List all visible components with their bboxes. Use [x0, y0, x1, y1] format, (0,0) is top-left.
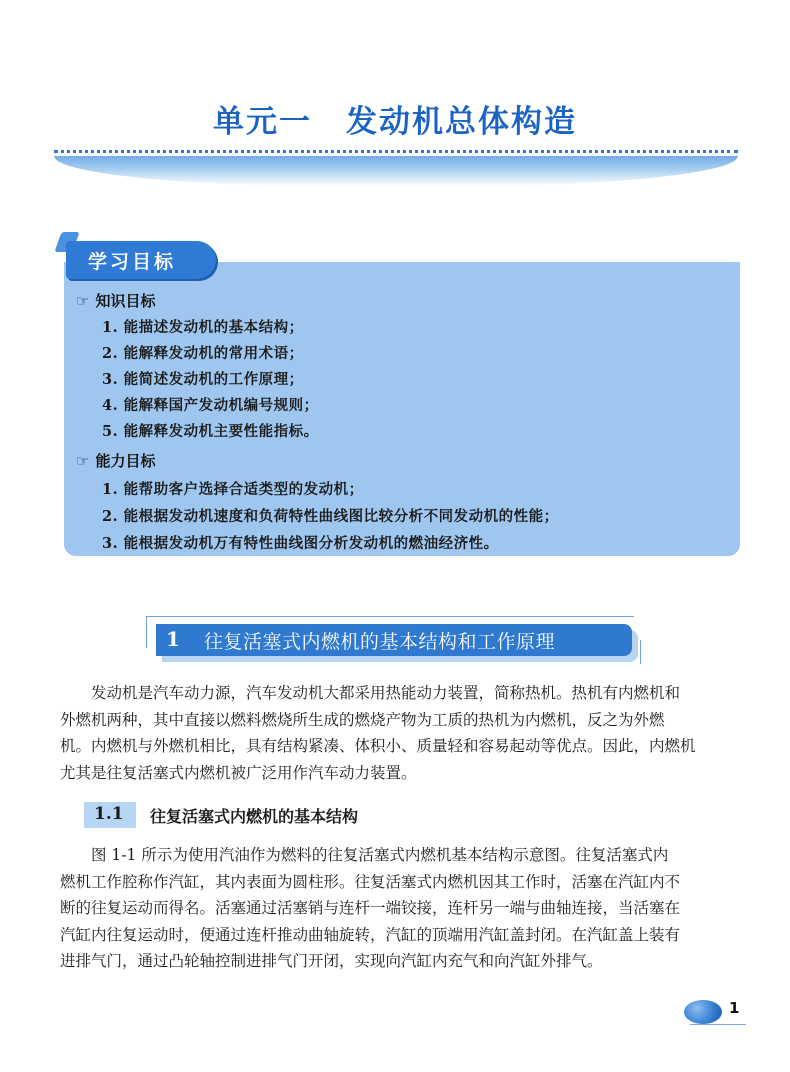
paragraph-line: 燃机工作腔称作汽缸，其内表面为圆柱形。往复活塞式内燃机因其工作时，活塞在汽缸内不 [60, 872, 681, 891]
knowledge-heading-text: 知识目标 [95, 292, 156, 310]
section-frame-line [640, 640, 641, 664]
pointing-hand-icon: ☞ [76, 452, 90, 470]
unit-title-text: 发动机总体构造 [346, 104, 577, 140]
ability-item: 3. 能根据发动机万有特性曲线图分析发动机的燃油经济性。 [102, 535, 499, 552]
dotted-divider [54, 150, 738, 153]
ability-item: 1. 能帮助客户选择合适类型的发动机； [102, 481, 364, 498]
paragraph-line: 机。内燃机与外燃机相比，具有结构紧凑、体积小、质量轻和容易起动等优点。因此，内燃机 [60, 737, 696, 755]
subsection-title: 往复活塞式内燃机的基本结构 [150, 807, 359, 826]
knowledge-item: 3. 能简述发动机的工作原理； [102, 371, 304, 388]
ability-heading-text: 能力目标 [95, 452, 156, 470]
unit-label: 单元一 [213, 104, 312, 140]
ability-item: 2. 能根据发动机速度和负荷特性曲线图比较分析不同发动机的性能； [102, 508, 559, 525]
section-number: 1 [166, 627, 180, 651]
paragraph-line: 外燃机两种，其中直接以燃料燃烧所生成的燃烧产物为工质的热机为内燃机，反之为外燃 [60, 710, 665, 729]
paragraph-line: 尤其是往复活塞式内燃机被广泛用作汽车动力装置。 [60, 763, 417, 782]
unit-title [0, 96, 790, 141]
knowledge-item: 5. 能解释发动机主要性能指标。 [102, 423, 319, 440]
page-number: 1 [729, 999, 740, 1017]
paragraph-line: 断的往复运动而得名。活塞通过活塞销与连杆一端铰接，连杆另一端与曲轴连接，当活塞在 [60, 899, 681, 917]
pointing-hand-icon: ☞ [76, 292, 90, 310]
section-title: 往复活塞式内燃机的基本结构和工作原理 [204, 631, 556, 653]
section1-paragraph [60, 680, 740, 786]
knowledge-item: 1. 能描述发动机的基本结构； [102, 319, 304, 336]
header-wave-band [54, 156, 738, 186]
page-number-oval-icon [684, 1000, 722, 1024]
subsection11-paragraph [60, 842, 740, 975]
ability-heading [76, 450, 155, 471]
paragraph-line: 进排气门，通过凸轮轴控制进排气门开闭，实现向汽缸内充气和向汽缸外排气。 [60, 952, 603, 970]
page-number-rule [690, 1024, 746, 1025]
section-frame-line [146, 616, 147, 648]
objectives-tab-label: 学习目标 [88, 251, 177, 273]
knowledge-item: 2. 能解释发动机的常用术语； [102, 345, 304, 362]
paragraph-line: 图 1-1 所示为使用汽油作为燃料的往复活塞式内燃机基本结构示意图。往复活塞式内 [91, 846, 669, 864]
knowledge-item: 4. 能解释国产发动机编号规则； [102, 397, 319, 414]
paragraph-line: 汽缸内往复运动时，便通过连杆推动曲轴旋转，汽缸的顶端用汽缸盖封闭。在汽缸盖上装有 [60, 925, 681, 944]
paragraph-line: 发动机是汽车动力源，汽车发动机大都采用热能动力装置，简称热机。热机有内燃机和 [91, 684, 681, 702]
subsection-number: 1.1 [94, 804, 124, 824]
knowledge-heading [76, 290, 155, 311]
section-frame-line [146, 616, 634, 617]
